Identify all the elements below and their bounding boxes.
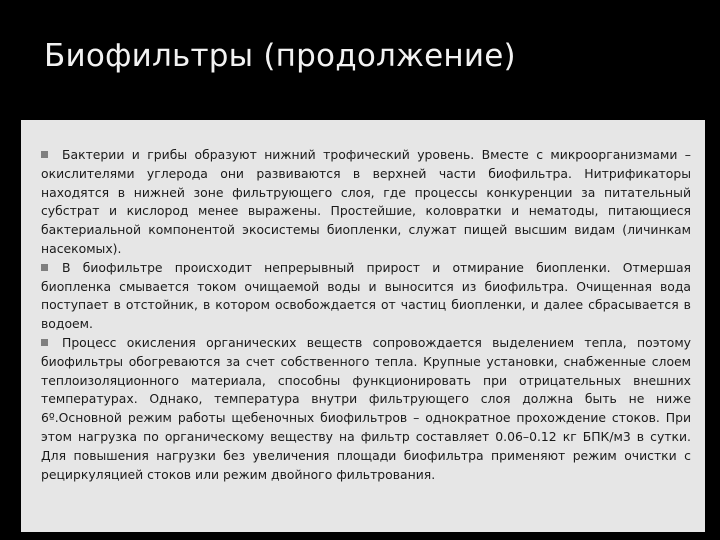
content-panel <box>21 120 705 532</box>
paragraph-text-3: Процесс окисления органических веществ сопровождается выделением тепла, поэтому биофильтры обогреваются за счет собственного тепла. Крупные установки, снабженные слоем теплоизоляционного материала, способны функционировать при отрицательных внешних температурах. Однако, температура внутри фильтрующего слоя должна быть не ниже 6º.Основной режим работы щебеночных биофильтров – однократное прохождение стоков. При этом нагрузка по органическому веществу на фильтр составляет 0.06–0.12 кг БПК/м3 в сутки. Для повышения нагрузки без увеличения площади биофильтра применяют режим очистки с рециркуляцией стоков или режим двойного фильтрования. <box>41 334 691 482</box>
slide-header <box>0 0 720 112</box>
paragraph-text-2: В биофильтре происходит непрерывный прирост и отмирание биопленки. Отмершая биопленка смывается током очищаемой воды и выносится из биофильтра. Очищенная вода поступает в отстойник, в котором освобождается от частиц биопленки, и далее сбрасывается в водоем. <box>41 259 691 332</box>
bullet-paragraph-3 <box>41 334 691 484</box>
square-bullet-icon <box>41 151 48 158</box>
paragraph-text-1: Бактерии и грибы образуют нижний трофический уровень. Вместе с микроорганизмами – окислителями углерода они развиваются в верхней части биофильтра. Нитрификаторы находятся в нижней зоне фильтрующего слоя, где процессы конкуренции за питательный субстрат и кислород менее выражены. Простейшие, коловратки и нематоды, питающиеся бактериальной компонентой экосистемы биопленки, служат пищей высшим видам (личинкам насекомых). <box>41 147 691 256</box>
square-bullet-icon <box>41 264 48 271</box>
bullet-paragraph-2 <box>41 259 691 334</box>
square-bullet-icon <box>41 339 48 346</box>
bullet-paragraph-1 <box>41 146 691 259</box>
slide-title: Биофильтры (продолжение) <box>44 38 516 74</box>
